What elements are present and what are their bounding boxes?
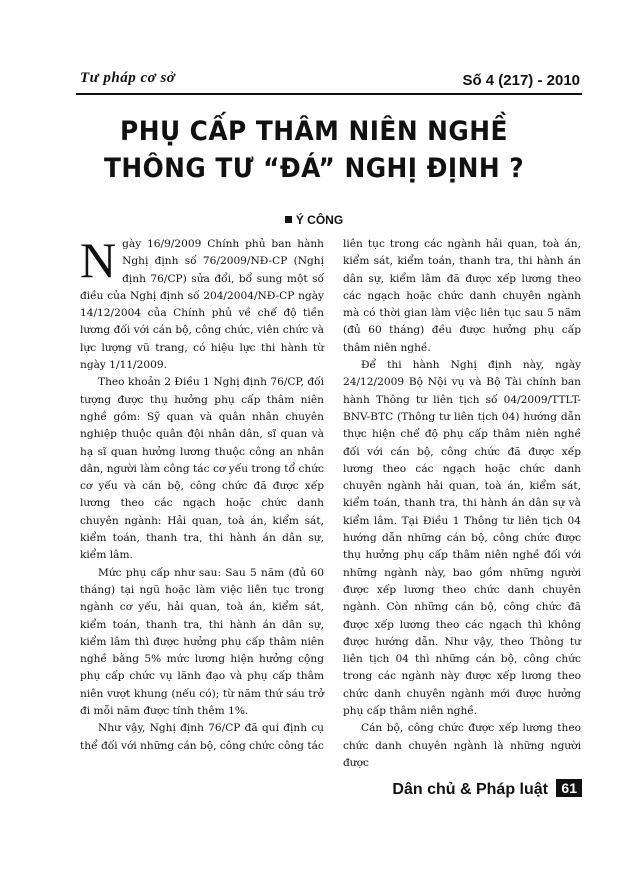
paragraph: liên tục trong các ngành hải quan, toà án, kiểm sát, kiểm toán, thanh tra, thi hành án dân sự, kiểm lâm đã được xếp lương theo các ngạch hoặc chức danh chuyên ngành mà có thời gian làm việc liên tục sau 5 năm (đủ 60 tháng) đều được hưởng phụ cấp thâm niên nghề. <box>343 238 581 354</box>
page-number: 61 <box>556 779 582 797</box>
paragraph: Ngày 16/9/2009 Chính phủ ban hành Nghị định số 76/2009/NĐ-CP (Nghị định 76/CP) sửa đổi, bổ sung một số điều của Nghị định số 204/2004/NĐ-CP ngày 14/12/2004 của Chính phủ về chế độ tiền lương đối với cán bộ, công chức, viên chức và lực lượng vũ trang, có hiệu lực thi hành từ ngày 1/11/2009. <box>80 232 324 372</box>
paragraph: Như vậy, Nghị định 76/CP đã qui định cụ thể đối với những cán bộ, công chức công tác <box>80 722 324 752</box>
paragraph: Cán bộ, công chức được xếp lương theo chức danh chuyên ngành là những người được <box>343 722 581 769</box>
drop-cap: N <box>80 232 117 288</box>
issue-number: Số 4 (217) - 2010 <box>462 72 580 89</box>
left-column <box>80 232 324 755</box>
author-name: Ý CÔNG <box>295 213 344 227</box>
article-title-line-2: THÔNG TƯ “ĐÁ” NGHỊ ĐỊNH ? <box>103 153 525 184</box>
publication-name: Dân chủ & Pháp luật <box>392 781 548 798</box>
author-byline <box>0 213 628 227</box>
article-title-line-1: PHỤ CẤP THÂM NIÊN NGHỀ <box>120 116 508 147</box>
square-bullet-icon <box>285 216 292 223</box>
right-column <box>343 236 581 772</box>
paragraph: Theo khoản 2 Điều 1 Nghị định 76/CP, đối tượng được thụ hưởng phụ cấp thâm niên nghề gồm: Sỹ quan và quân nhân chuyên nghiệp thuộc quân đội nhân dân, sĩ quan và hạ sĩ quan hưởng lương thuộc công an nhân dân, người làm công tác cơ yếu trong tổ chức cơ yếu và cán bộ, công chức đã được xếp lương theo các ngạch hoặc chức danh chuyên ngành: Hải quan, toà án, kiểm sát, kiểm toán, thanh tra, thi hành án dân sự, kiểm lâm. <box>80 376 324 562</box>
paragraph: Mức phụ cấp như sau: Sau 5 năm (đủ 60 tháng) tại ngũ hoặc làm việc liên tục trong ngành cơ yếu, hải quan, toà án, kiểm sát, kiểm toán, thanh tra, thi hành án dân sự, kiểm lâm thì được hưởng phụ cấp thâm niên nghề bằng 5% mức lương hiện hưởng cộng phụ cấp chức vụ lãnh đạo và phụ cấp thâm niên vượt khung (nếu có); từ năm thứ sáu trở đi mỗi năm được tính thêm 1%. <box>80 566 324 718</box>
header-divider <box>76 93 582 95</box>
paragraph: Để thi hành Nghị định này, ngày 24/12/2009 Bộ Nội vụ và Bộ Tài chính ban hành Thông tư liên tịch số 04/2009/TTLT-BNV-BTC (Thông tư liên tịch 04) hướng dẫn thực hiện chế độ phụ cấp thâm niên nghề đối với cán bộ, công chức đã được xếp lương theo các ngạch hoặc chức danh chuyên ngành hải quan, toà án, kiểm sát, kiểm toán, thanh tra, thi hành án dân sự và kiểm lâm. Tại Điều 1 Thông tư liên tịch 04 hướng dẫn những cán bộ, công chức được thụ hưởng phụ cấp thâm niên nghề đối với những ngành này, bao gồm những người được xếp lương theo chức danh chuyên ngành. Còn những cán bộ, công chức đã được xếp lương theo các ngạch thì không được hướng dẫn. Như vậy, theo Thông tư liên tịch 04 thì những cán bộ, công chức trong các ngành này được xếp lương theo chức danh chuyên ngành mới được hưởng phụ cấp thâm niên nghề. <box>343 359 581 718</box>
section-name: Tư pháp cơ sở <box>80 70 176 86</box>
